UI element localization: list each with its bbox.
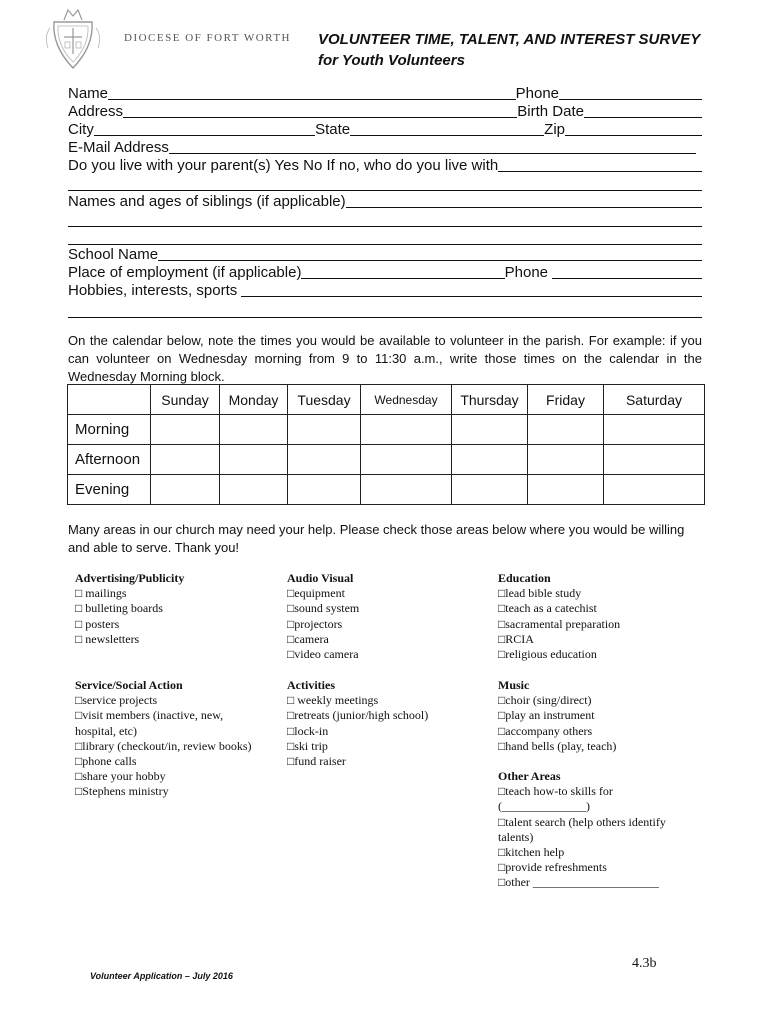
hobbies-continuation-line[interactable]	[68, 317, 702, 318]
school-line	[68, 246, 702, 264]
area-heading: Advertising/Publicity	[75, 571, 185, 585]
checkbox-teach-catechist[interactable]: □teach as a catechist	[498, 601, 597, 616]
cell-evening-sunday[interactable]	[151, 475, 220, 505]
checkbox-visit-members[interactable]: □visit members (inactive, new,	[75, 708, 224, 723]
cell-evening-wednesday[interactable]	[361, 475, 452, 505]
state-label: State	[315, 121, 351, 138]
checkbox-other[interactable]: □other _____________________	[498, 875, 659, 890]
cell-afternoon-sunday[interactable]	[151, 445, 220, 475]
checkbox-stephens-ministry[interactable]: □Stephens ministry	[75, 784, 169, 799]
period-label-afternoon: Afternoon	[68, 445, 151, 475]
period-label-morning: Morning	[68, 415, 151, 445]
checkbox-fund-raiser[interactable]: □fund raiser	[287, 754, 346, 769]
cell-afternoon-friday[interactable]	[528, 445, 604, 475]
hobbies-line	[68, 282, 702, 300]
cell-afternoon-saturday[interactable]	[604, 445, 705, 475]
checkbox-equipment[interactable]: □equipment	[287, 586, 345, 601]
area-service-social-action	[75, 678, 252, 800]
area-heading: Service/Social Action	[75, 678, 183, 692]
checkbox-lock-in[interactable]: □lock-in	[287, 723, 329, 738]
area-education	[498, 571, 620, 662]
area-other	[498, 769, 666, 891]
cell-evening-monday[interactable]	[220, 475, 288, 505]
checkbox-religious-education[interactable]: □religious education	[498, 647, 597, 662]
checkbox-projectors[interactable]: □projectors	[287, 616, 343, 631]
live-with-question: Do you live with your parent(s) Yes No If no, who do you live with	[68, 157, 499, 174]
day-header-thursday: Thursday	[452, 385, 528, 415]
cell-morning-friday[interactable]	[528, 415, 604, 445]
cell-morning-tuesday[interactable]	[288, 415, 361, 445]
day-header-sunday: Sunday	[151, 385, 220, 415]
checkbox-posters[interactable]: □ posters	[75, 616, 120, 631]
checkbox-bulleting-boards[interactable]: □ bulleting boards	[75, 601, 163, 616]
name-label: Name	[68, 85, 109, 102]
footer-text: Volunteer Application – July 2016	[90, 971, 233, 981]
checkbox-talent-search[interactable]: □talent search (help others identify	[498, 814, 666, 829]
employment-line	[68, 264, 702, 282]
city-state-zip-line	[68, 121, 702, 139]
cell-afternoon-thursday[interactable]	[452, 445, 528, 475]
siblings-label: Names and ages of siblings (if applicable)	[68, 193, 346, 210]
service-areas-request: Many areas in our church may need your help. Please check those areas below where you would be willing and able to serve. Thank you!	[68, 522, 685, 555]
calendar-header-row	[68, 385, 705, 415]
address-birthdate-line	[68, 103, 702, 121]
employment-field[interactable]	[301, 278, 504, 279]
checkbox-camera[interactable]: □camera	[287, 631, 329, 646]
cell-afternoon-monday[interactable]	[220, 445, 288, 475]
day-header-saturday: Saturday	[604, 385, 705, 415]
employment-phone-label: Phone	[504, 264, 548, 281]
cell-morning-thursday[interactable]	[452, 415, 528, 445]
checkbox-visit-members-continued: hospital, etc)	[75, 723, 137, 738]
zip-field[interactable]	[565, 135, 702, 136]
school-label: School Name	[68, 246, 159, 263]
area-audio-visual	[287, 571, 359, 662]
employment-phone-field[interactable]	[552, 278, 702, 279]
city-label: City	[68, 121, 94, 138]
area-heading: Activities	[287, 678, 335, 692]
calendar-instructions: On the calendar below, note the times you would be available to volunteer in the parish. For example: if you can volunteer on Wednesday morning from 9 to 11:30 a.m., write those times on the calendar in the Wednesday Morning block.	[68, 333, 702, 384]
checkbox-weekly-meetings[interactable]: □ weekly meetings	[287, 693, 379, 708]
checkbox-service-projects[interactable]: □service projects	[75, 693, 158, 708]
checkbox-ski-trip[interactable]: □ski trip	[287, 738, 328, 753]
checkbox-hand-bells[interactable]: □hand bells (play, teach)	[498, 738, 617, 753]
area-heading: Other Areas	[498, 769, 561, 783]
day-header-tuesday: Tuesday	[288, 385, 361, 415]
employment-label: Place of employment (if applicable)	[68, 264, 302, 281]
diocese-crest-logo	[42, 6, 104, 76]
period-label-evening: Evening	[68, 475, 151, 505]
calendar-row-afternoon	[68, 445, 705, 475]
day-header-monday: Monday	[220, 385, 288, 415]
name-phone-line	[68, 85, 702, 103]
checkbox-sound-system[interactable]: □sound system	[287, 601, 360, 616]
state-field[interactable]	[350, 135, 544, 136]
checkbox-choir[interactable]: □choir (sing/direct)	[498, 693, 592, 708]
area-advertising-publicity	[75, 571, 184, 647]
siblings-continuation-line-2[interactable]	[68, 244, 702, 245]
cell-evening-saturday[interactable]	[604, 475, 705, 505]
checkbox-accompany-others[interactable]: □accompany others	[498, 723, 593, 738]
cell-evening-tuesday[interactable]	[288, 475, 361, 505]
cell-morning-wednesday[interactable]	[361, 415, 452, 445]
day-header-wednesday: Wednesday	[361, 385, 452, 415]
email-line	[68, 139, 696, 157]
siblings-field[interactable]	[346, 207, 702, 208]
school-field[interactable]	[158, 260, 702, 261]
name-field[interactable]	[108, 99, 516, 100]
area-activities	[287, 678, 428, 769]
cell-afternoon-tuesday[interactable]	[288, 445, 361, 475]
live-with-line	[68, 157, 702, 175]
area-heading: Audio Visual	[287, 571, 354, 585]
hobbies-label: Hobbies, interests, sports	[68, 282, 238, 299]
checkbox-provide-refreshments[interactable]: □provide refreshments	[498, 860, 607, 875]
form-subtitle: for Youth Volunteers	[318, 52, 465, 69]
checkbox-teach-how-to[interactable]: □teach how-to skills for	[498, 784, 613, 799]
talent-search-continued: talents)	[498, 829, 534, 844]
checkbox-lead-bible-study[interactable]: □lead bible study	[498, 586, 582, 601]
live-with-field[interactable]	[498, 171, 702, 172]
cell-evening-friday[interactable]	[528, 475, 604, 505]
cell-morning-sunday[interactable]	[151, 415, 220, 445]
checkbox-share-hobby[interactable]: □share your hobby	[75, 769, 166, 784]
checkbox-rcia[interactable]: □RCIA	[498, 631, 534, 646]
checkbox-mailings[interactable]: □ mailings	[75, 586, 127, 601]
cell-afternoon-wednesday[interactable]	[361, 445, 452, 475]
page-number: 4.3b	[632, 956, 657, 971]
siblings-line	[68, 193, 702, 211]
checkbox-play-instrument[interactable]: □play an instrument	[498, 708, 595, 723]
checkbox-sacramental-preparation[interactable]: □sacramental preparation	[498, 616, 621, 631]
checkbox-library[interactable]: □library (checkout/in, review books)	[75, 738, 252, 753]
area-music	[498, 678, 616, 754]
day-header-friday: Friday	[528, 385, 604, 415]
calendar-row-morning	[68, 415, 705, 445]
cell-evening-thursday[interactable]	[452, 475, 528, 505]
zip-label: Zip	[544, 121, 565, 138]
checkbox-phone-calls[interactable]: □phone calls	[75, 754, 137, 769]
area-heading: Music	[498, 678, 530, 692]
hobbies-field[interactable]	[241, 296, 702, 297]
checkbox-video-camera[interactable]: □video camera	[287, 647, 359, 662]
cell-morning-saturday[interactable]	[604, 415, 705, 445]
phone-label: Phone	[515, 85, 559, 102]
checkbox-newsletters[interactable]: □ newsletters	[75, 631, 140, 646]
area-heading: Education	[498, 571, 551, 585]
cell-morning-monday[interactable]	[220, 415, 288, 445]
diocese-name: DIOCESE OF FORT WORTH	[124, 32, 291, 44]
checkbox-kitchen-help[interactable]: □kitchen help	[498, 845, 565, 860]
availability-calendar	[67, 384, 705, 505]
birth-date-field[interactable]	[584, 117, 702, 118]
form-title: VOLUNTEER TIME, TALENT, AND INTEREST SURVEY	[318, 31, 701, 48]
phone-field[interactable]	[559, 99, 702, 100]
siblings-continuation-line-1[interactable]	[68, 226, 702, 227]
address-field[interactable]	[123, 117, 517, 118]
email-field[interactable]	[169, 153, 696, 154]
teach-skills-blank[interactable]: (______________)	[498, 799, 590, 814]
calendar-row-evening	[68, 475, 705, 505]
city-field[interactable]	[94, 135, 315, 136]
calendar-corner-cell	[68, 385, 151, 415]
birth-date-label: Birth Date	[517, 103, 584, 120]
email-label: E-Mail Address	[68, 139, 169, 156]
address-label: Address	[68, 103, 124, 120]
checkbox-retreats[interactable]: □retreats (junior/high school)	[287, 708, 429, 723]
live-with-continuation-line[interactable]	[68, 190, 702, 191]
